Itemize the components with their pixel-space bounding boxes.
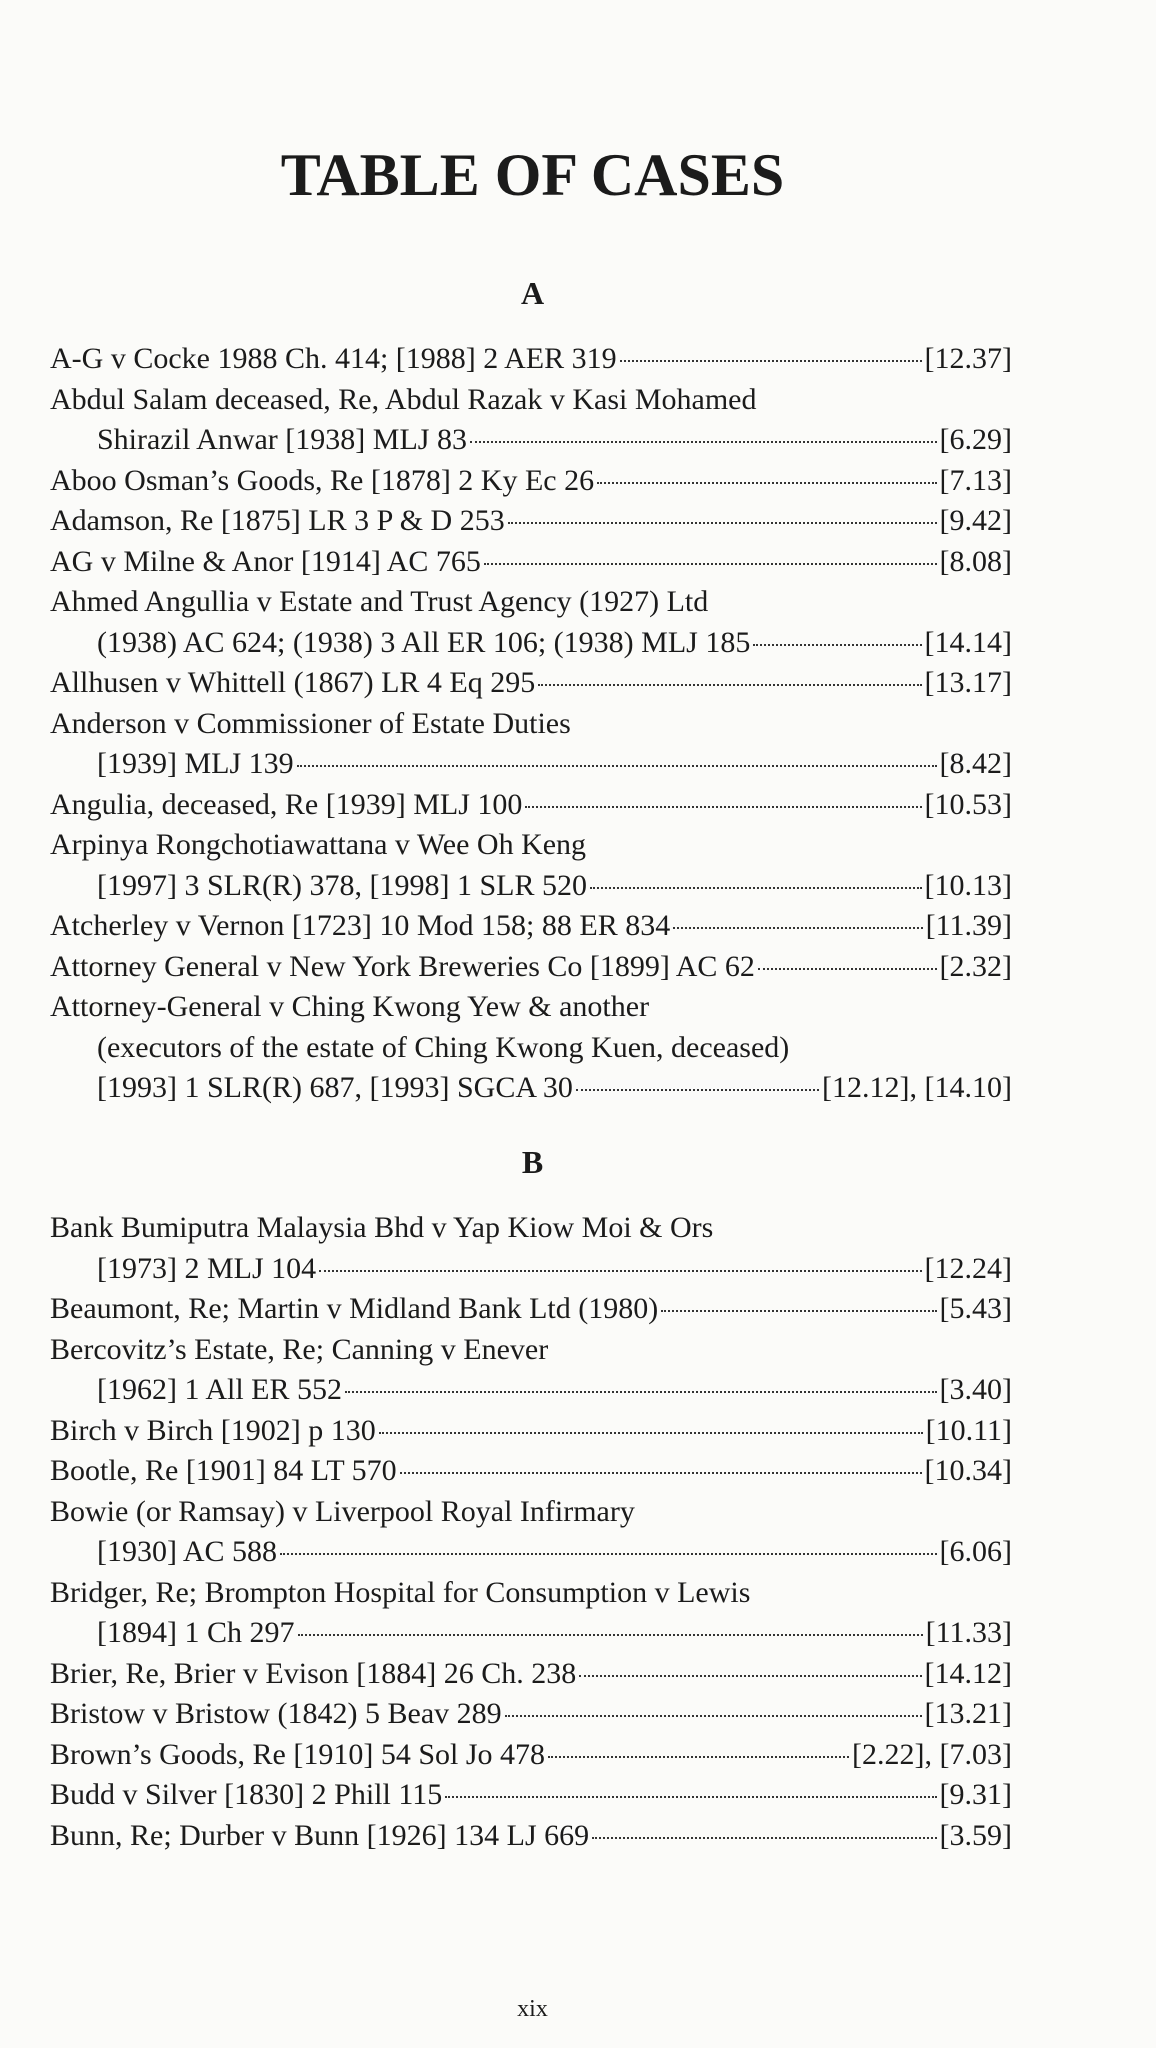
dot-leader [345, 1391, 937, 1393]
paragraph-reference: [8.42] [939, 747, 1012, 780]
dot-leader [579, 1675, 921, 1677]
case-name: Birch v Birch [1902] p 130 [50, 1413, 376, 1447]
dot-leader [538, 684, 921, 686]
paragraph-reference: [10.13] [924, 868, 1012, 902]
case-entry-line [50, 1330, 1012, 1371]
case-entry-line [50, 1249, 1012, 1290]
dot-leader [597, 482, 936, 484]
case-name: Angulia, deceased, Re [1939] MLJ 100 [50, 787, 523, 821]
case-entry-line [50, 1411, 1012, 1452]
paragraph-reference: [8.08] [939, 544, 1012, 578]
case-name: (executors of the estate of Ching Kwong Kuen, deceased) [97, 1030, 790, 1064]
dot-leader [590, 887, 922, 889]
case-name: Ahmed Angullia v Estate and Trust Agency (1927) Ltd [50, 585, 709, 618]
paragraph-reference: [10.53] [924, 787, 1012, 821]
paragraph-reference: [13.17] [924, 666, 1012, 699]
paragraph-reference: [7.13] [939, 463, 1012, 497]
case-entry-line [50, 704, 1012, 745]
dot-leader [505, 1715, 922, 1717]
paragraph-reference: [13.21] [924, 1697, 1012, 1730]
case-entry-line [50, 866, 1012, 907]
case-entry-line [50, 906, 1012, 947]
dot-leader [508, 522, 937, 524]
paragraph-reference: [10.11] [925, 1413, 1012, 1447]
case-name: (1938) AC 624; (1938) 3 All ER 106; (1938) MLJ 185 [97, 625, 751, 659]
paragraph-reference: [11.39] [925, 909, 1012, 942]
page-number: xix [517, 1996, 548, 2022]
paragraph-reference: [5.43] [939, 1292, 1012, 1325]
case-name: Beaumont, Re; Martin v Midland Bank Ltd (1980) [50, 1292, 659, 1325]
dot-leader [445, 1796, 936, 1798]
dot-leader [661, 1310, 936, 1312]
case-entry-line [50, 420, 1012, 461]
case-entry-line [50, 947, 1012, 988]
case-entry-line [50, 825, 1012, 866]
paragraph-reference: [14.12] [924, 1656, 1012, 1690]
paragraph-reference: [6.29] [939, 423, 1012, 456]
paragraph-reference: [14.14] [924, 625, 1012, 659]
dot-leader [673, 927, 922, 929]
case-entry-line [50, 785, 1012, 826]
case-name: Aboo Osman’s Goods, Re [1878] 2 Ky Ec 26 [50, 463, 595, 497]
page-title: TABLE OF CASES [280, 142, 785, 208]
case-name: [1939] MLJ 139 [97, 747, 294, 780]
case-name: Bristow v Bristow (1842) 5 Beav 289 [50, 1697, 502, 1730]
case-entry-line [50, 542, 1012, 583]
case-entry-line [50, 1573, 1012, 1614]
dot-leader [470, 441, 937, 443]
case-name: Brier, Re, Brier v Evison [1884] 26 Ch. 238 [50, 1656, 577, 1690]
paragraph-reference: [9.31] [939, 1778, 1012, 1811]
case-name: [1993] 1 SLR(R) 687, [1993] SGCA 30 [97, 1071, 573, 1104]
case-name: Brown’s Goods, Re [1910] 54 Sol Jo 478 [50, 1737, 546, 1771]
paragraph-reference: [11.33] [925, 1616, 1012, 1649]
case-entry-line [50, 1028, 1012, 1069]
paragraph-reference: [12.24] [924, 1251, 1012, 1285]
paragraph-reference: [12.12], [14.10] [822, 1071, 1012, 1104]
section-a-entries [50, 339, 1012, 1109]
case-entry-line [50, 380, 1012, 421]
case-name: Bank Bumiputra Malaysia Bhd v Yap Kiow Moi & Ors [50, 1211, 714, 1244]
case-name: [1962] 1 All ER 552 [97, 1373, 342, 1406]
dot-leader [753, 644, 921, 646]
paragraph-reference: [3.40] [939, 1373, 1012, 1406]
case-entry-line [50, 1694, 1012, 1735]
paragraph-reference: [9.42] [939, 504, 1012, 537]
dot-leader [576, 1089, 819, 1091]
case-name: Atcherley v Vernon [1723] 10 Mod 158; 88 ER 834 [50, 909, 671, 942]
case-name: Bowie (or Ramsay) v Liverpool Royal Infirmary [50, 1494, 635, 1528]
section-letter-a: A [520, 275, 545, 311]
case-entry-line [50, 1775, 1012, 1816]
case-name: Allhusen v Whittell (1867) LR 4 Eq 295 [50, 666, 536, 699]
dot-leader [484, 563, 937, 565]
case-name: Arpinya Rongchotiawattana v Wee Oh Keng [50, 828, 587, 861]
case-entry-line [50, 1068, 1012, 1109]
dot-leader [400, 1472, 922, 1474]
dot-leader [319, 1270, 921, 1272]
paragraph-reference: [6.06] [939, 1535, 1012, 1568]
case-entry-line [50, 1735, 1012, 1776]
dot-leader [758, 968, 937, 970]
dot-leader [525, 806, 921, 808]
case-entry-line [50, 582, 1012, 623]
dot-leader [298, 1634, 923, 1636]
case-entry-line [50, 663, 1012, 704]
case-name: [1997] 3 SLR(R) 378, [1998] 1 SLR 520 [97, 868, 587, 902]
paragraph-reference: [2.22], [7.03] [852, 1737, 1012, 1771]
case-entry-line [50, 501, 1012, 542]
case-name: Abdul Salam deceased, Re, Abdul Razak v Kasi Mohamed [50, 382, 757, 416]
case-entry-line [50, 1654, 1012, 1695]
dot-leader [280, 1553, 937, 1555]
case-entry-line [50, 987, 1012, 1028]
case-name: Attorney-General v Ching Kwong Yew & another [50, 990, 650, 1023]
dot-leader [548, 1756, 849, 1758]
case-name: Bercovitz’s Estate, Re; Canning v Enever [50, 1332, 549, 1366]
case-name: A-G v Cocke 1988 Ch. 414; [1988] 2 AER 319 [50, 342, 617, 375]
case-name: Bunn, Re; Durber v Bunn [1926] 134 LJ 669 [50, 1818, 590, 1852]
case-name: Bootle, Re [1901] 84 LT 570 [50, 1454, 397, 1487]
section-letter-b: B [521, 1144, 544, 1180]
section-b-entries [50, 1208, 1012, 1856]
dot-leader [592, 1837, 936, 1839]
paragraph-reference: [12.37] [924, 342, 1012, 375]
case-entry-line [50, 623, 1012, 664]
case-entry-line [50, 461, 1012, 502]
case-name: Adamson, Re [1875] LR 3 P & D 253 [50, 504, 505, 537]
case-entry-line [50, 1370, 1012, 1411]
case-entry-line [50, 1532, 1012, 1573]
paragraph-reference: [2.32] [939, 949, 1012, 983]
case-name: Anderson v Commissioner of Estate Duties [50, 706, 571, 740]
case-name: Shirazil Anwar [1938] MLJ 83 [97, 423, 467, 456]
paragraph-reference: [10.34] [924, 1454, 1012, 1487]
case-name: [1930] AC 588 [97, 1535, 277, 1568]
case-entry-line [50, 1208, 1012, 1249]
case-name: Attorney General v New York Breweries Co [1899] AC 62 [50, 949, 755, 983]
case-name: [1973] 2 MLJ 104 [97, 1251, 317, 1285]
case-entry-line [50, 1492, 1012, 1533]
paragraph-reference: [3.59] [939, 1818, 1012, 1852]
dot-leader [379, 1432, 923, 1434]
case-name: Budd v Silver [1830] 2 Phill 115 [50, 1778, 443, 1811]
dot-leader [620, 360, 922, 362]
case-entry-line [50, 744, 1012, 785]
case-name: [1894] 1 Ch 297 [97, 1616, 295, 1649]
case-entry-line [50, 1613, 1012, 1654]
dot-leader [297, 765, 937, 767]
case-name: AG v Milne & Anor [1914] AC 765 [50, 544, 481, 578]
case-entry-line [50, 1451, 1012, 1492]
case-entry-line [50, 1289, 1012, 1330]
case-entry-line [50, 339, 1012, 380]
case-name: Bridger, Re; Brompton Hospital for Consumption v Lewis [50, 1575, 751, 1609]
case-entry-line [50, 1816, 1012, 1857]
